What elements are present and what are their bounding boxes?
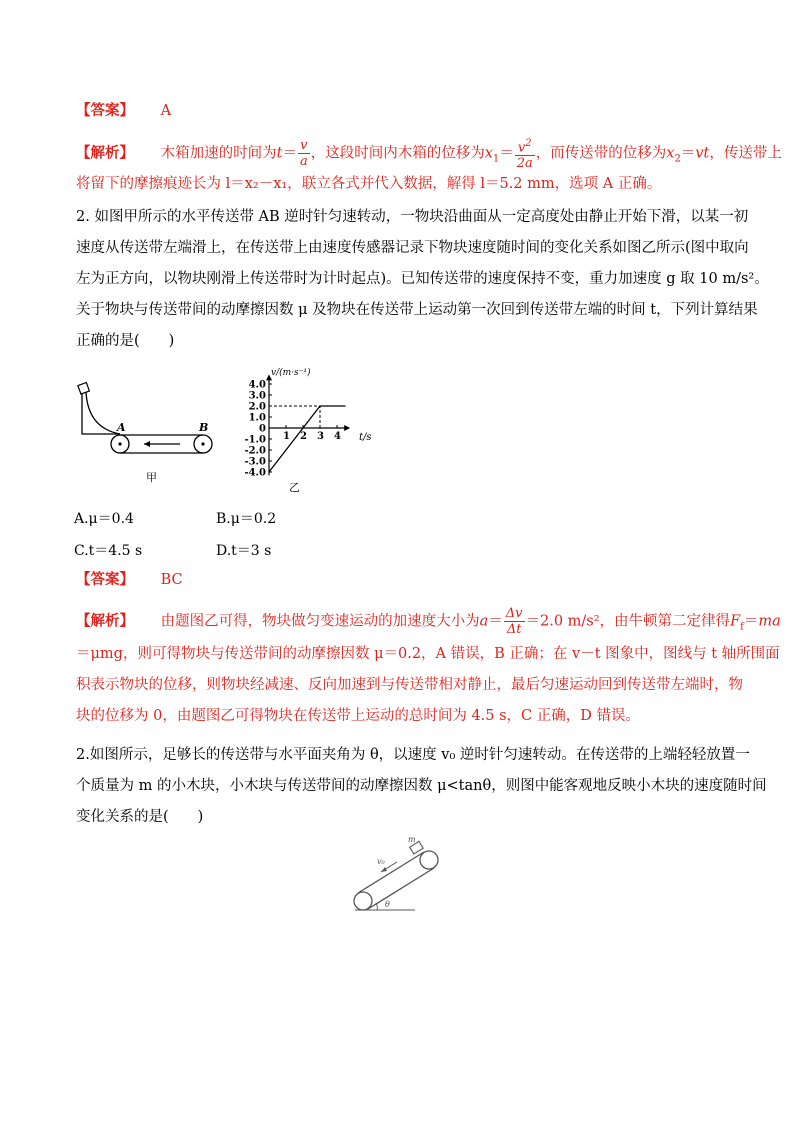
q2-stem-line1: 2. 如图甲所示的水平传送带 AB 逆时针匀速转动，一物块沿曲面从一定高度处由静止开始下滑，以某一初 [76,209,749,225]
upper-pulley [420,851,438,869]
y-tick-label: -2.0 [244,445,266,457]
q1-answer-line [76,101,171,121]
analysis-tag: 【解析】 [76,612,134,630]
y-tick-label: 4.0 [248,379,266,391]
option-c: C.t＝4.5 s [74,543,143,559]
analysis-text: ＝2.0 m/s²，由牛顿第二定律得 [525,613,731,630]
fraction-dv-over-dt: $\frac{\Delta v}{\Delta t}$ [505,606,523,637]
q1-analysis-line1: 【解析】 木箱加速的时间为t＝ $\frac{v}{a}$ ，这段时间内木箱的位移为$x_1=$ $\frac{v^2}{2a}$ ，而传送带的位移为$x_2=vt$，传送带上 [76,138,782,172]
q1-analysis-line2: 将留下的摩擦痕迹长为 l＝x₂－x₁，联立各式并代入数据，解得 l＝5.2 mm，选项 A 正确。 [76,176,662,192]
q2-analysis-line4: 块的位移为 0，由题图乙可得物块在传送带上运动的总时间为 4.5 s，C 正确，D 错误。 [76,708,640,724]
answer-value: A [160,103,172,119]
option-d: D.t＝3 s [216,543,272,559]
analysis-text: ，而传送带的位移为 [535,145,667,162]
answer-value: BC [160,572,183,588]
fraction-v2-over-2a: $\frac{v^2}{2a}$ [516,138,533,172]
x-tick-label: 2 [300,431,307,442]
curved-slope [82,388,120,434]
q2-analysis-line1: 【解析】 由题图乙可得，物块做匀变速运动的加速度大小为a＝ $\frac{\Delta v}{\Delta t}$ ＝2.0 m/s²，由牛顿第二定律得$F_f=ma$ [76,606,781,637]
analysis-text: 木箱加速的时间为 [160,145,277,162]
label-m: m [408,835,416,844]
q2-analysis-line2: ＝μmg，则可得物块与传送带间的动摩擦因数 μ＝0.2，A 错误，B 正确；在 v－t 图象中，图线与 t 轴所围面 [76,646,780,662]
figure-yi-vt-chart [225,362,395,497]
analysis-text: ，这段时间内木箱的位移为 [310,145,485,162]
chart-ylabel: v/(m·s⁻¹) [271,368,311,378]
y-tick-label: -4.0 [244,467,266,479]
q2-answer-line [76,570,183,590]
label-a: A [117,421,126,434]
caption-jia: 甲 [146,471,157,484]
label-v0: v₀ [377,857,385,866]
caption-yi: 乙 [289,481,300,494]
q2-analysis-line3: 积表示物块的位移，则物块经减速、反向加速到与传送带相对静止，最后匀速运动回到传送带左端时，物 [76,677,743,693]
fraction-v-over-a: $\frac{v}{a}$ [299,138,308,170]
x-tick-label: 3 [317,431,324,442]
q2-stem-line3: 左为正方向，以物块刚滑上传送带时为计时起点)。已知传送带的速度保持不变，重力加速度 g 取 10 m/s²。 [76,271,769,287]
y-tick-label: -1.0 [244,434,266,446]
y-tick-label: 3.0 [248,390,266,402]
chart-xlabel: t/s [359,432,372,443]
y-tick-label: 1.0 [248,412,266,424]
x-axis-arrow [344,425,350,431]
x-tick-label: 1 [283,431,290,442]
lower-pulley [354,892,372,910]
figure-jia-conveyor [70,378,230,490]
x-tick-label: 4 [334,431,341,442]
y-tick-label: 0 [259,423,266,435]
option-b: B.μ＝0.2 [216,511,277,527]
block [78,383,90,395]
analysis-tag: 【解析】 [76,144,134,162]
slope-curve [86,392,120,434]
y-tick-label: -3.0 [244,456,266,468]
figure-inclined-conveyor [345,830,455,915]
analysis-text: ，传送带上 [709,145,782,162]
q3-stem-line1: 2.如图所示，足够长的传送带与水平面夹角为 θ，以速度 v₀ 逆时针匀速转动。在传送带的上端轻轻放置一 [76,747,750,763]
q3-stem-line3: 变化关系的是( ) [76,809,204,825]
q2-stem-line5: 正确的是( ) [76,333,175,349]
analysis-text: 由题图乙可得，物块做匀变速运动的加速度大小为 [160,613,480,630]
label-b: B [199,421,209,434]
q2-stem-line4: 关于物块与传送带间的动摩擦因数 μ 及物块在传送带上运动第一次回到传送带左端的时间 t，下列计算结果 [76,302,758,318]
q3-stem-line2: 个质量为 m 的小木块，小木块与传送带间的动摩擦因数 μ<tanθ，则图中能客观地反映小木块的速度随时间 [76,778,767,794]
answer-tag: 【答案】 [76,102,134,119]
option-a: A.μ＝0.4 [74,511,134,527]
answer-tag: 【答案】 [76,571,134,588]
q2-stem-line2: 速度从传送带左端滑上，在传送带上由速度传感器记录下物块速度随时间的变化关系如图乙所示(图中取向 [76,240,749,256]
label-theta: θ [385,900,390,909]
y-tick-label: 2.0 [248,401,266,413]
